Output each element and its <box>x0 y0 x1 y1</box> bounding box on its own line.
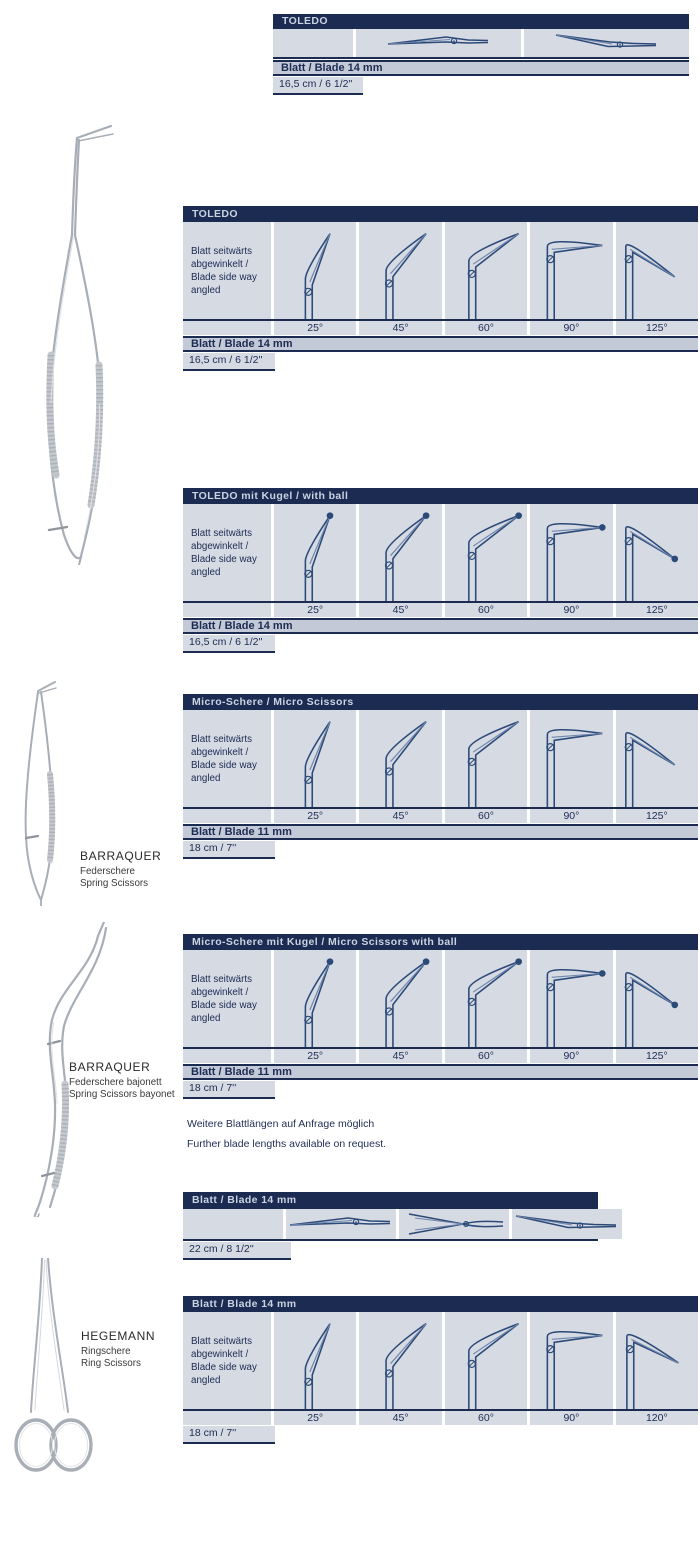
table-header: Micro-Schere / Micro Scissors <box>183 694 698 710</box>
side-label-line: Blatt seitwärts <box>191 733 252 745</box>
instrument-photo-spring-scissors-round-handle <box>15 113 135 565</box>
blade-size-bar: Blatt / Blade 11 mm <box>183 824 698 840</box>
angled-blade-drawing <box>359 950 441 1047</box>
angled-scissors-icon <box>552 30 662 56</box>
product-name: BARRAQUER <box>69 1060 151 1074</box>
angled-blade-drawing <box>274 504 356 601</box>
scissors-icon-cell <box>524 29 689 57</box>
blade-drawing-row <box>183 1312 698 1409</box>
closed-scissors-icon <box>384 30 494 56</box>
angled-blade-drawing <box>445 1312 527 1409</box>
side-label-cell <box>183 222 271 319</box>
blade-angle-cell <box>359 504 441 601</box>
side-label-line: angled <box>191 772 221 784</box>
table-header: Blatt / Blade 14 mm <box>183 1192 598 1209</box>
table-micro-ball <box>183 934 698 1099</box>
angle-label: 125° <box>616 809 698 823</box>
note-blade-lengths-en: Further blade lengths available on request. <box>187 1138 387 1150</box>
angled-blade-drawing <box>616 1312 698 1409</box>
side-label-line: Blatt seitwärts <box>191 973 252 985</box>
side-label-line: Blade side way <box>191 553 257 565</box>
scissors-icon-cell <box>286 1209 396 1239</box>
angled-blade-drawing <box>616 222 698 319</box>
angled-blade-drawing <box>274 950 356 1047</box>
table-blade14-straight <box>183 1192 598 1260</box>
angle-label: 60° <box>445 809 527 823</box>
angle-label: 125° <box>616 603 698 617</box>
spring-scissors-round-handle-image <box>15 113 135 565</box>
note-blade-lengths-de: Weitere Blattlängen auf Anfrage möglich <box>187 1118 375 1130</box>
angled-blade-drawing <box>274 710 356 807</box>
table-micro <box>183 694 698 859</box>
angle-label: 90° <box>530 1411 612 1425</box>
side-label-line: angled <box>191 284 221 296</box>
length-cell: 18 cm / 7'' <box>183 841 275 859</box>
blade-angle-cell <box>274 950 356 1047</box>
angle-label: 25° <box>274 809 356 823</box>
length-cell: 16,5 cm / 6 1/2'' <box>183 635 275 653</box>
angle-label: 120° <box>616 1411 698 1425</box>
open-scissors-icon <box>399 1211 509 1237</box>
blade-size-bar: Blatt / Blade 11 mm <box>183 1064 698 1080</box>
blade-angle-cell <box>530 710 612 807</box>
angle-label: 45° <box>359 1411 441 1425</box>
table-header: Micro-Schere mit Kugel / Micro Scissors with ball <box>183 934 698 950</box>
table-header: TOLEDO <box>183 206 698 222</box>
angled-blade-drawing <box>359 222 441 319</box>
product-label-barraquer <box>80 849 161 890</box>
blade-angle-cell <box>274 1312 356 1409</box>
angle-label: 25° <box>274 1049 356 1063</box>
angled-blade-drawing <box>359 710 441 807</box>
blade-drawing-row <box>183 504 698 601</box>
angle-label-spacer <box>183 809 271 823</box>
angled-blade-drawing <box>359 504 441 601</box>
side-label-line: Blatt seitwärts <box>191 245 252 257</box>
angle-label: 45° <box>359 1049 441 1063</box>
table-toledo-ball <box>183 488 698 653</box>
product-line-de: Federschere bajonett <box>69 1077 162 1088</box>
scissors-icon-cell <box>512 1209 622 1239</box>
blade-angle-cell <box>359 1312 441 1409</box>
length-cell: 16,5 cm / 6 1/2" <box>273 77 363 95</box>
angled-blade-drawing <box>274 1312 356 1409</box>
blade-angle-cell <box>445 504 527 601</box>
angle-label: 125° <box>616 1049 698 1063</box>
angled-blade-drawing <box>530 1312 612 1409</box>
side-label-line: Blatt seitwärts <box>191 527 252 539</box>
angled-blade-drawing <box>445 222 527 319</box>
table-blade14-angled <box>183 1296 698 1444</box>
angle-label-spacer <box>183 321 271 335</box>
blade-angle-cell <box>530 504 612 601</box>
angled-blade-drawing <box>530 504 612 601</box>
angle-label-row <box>183 601 698 617</box>
scissors-icon-cell <box>356 29 521 57</box>
side-label-line: Blade side way <box>191 759 257 771</box>
angle-label: 45° <box>359 809 441 823</box>
side-label-cell <box>183 504 271 601</box>
scissors-icon-row <box>183 1209 598 1241</box>
spring-scissors-flat-handle-image <box>8 678 80 906</box>
scissors-icon-cell <box>399 1209 509 1239</box>
blade-size-bar: Blatt / Blade 14 mm <box>183 618 698 634</box>
blade-angle-cell <box>359 710 441 807</box>
product-label-hegemann <box>81 1329 155 1370</box>
instrument-photo-spring-scissors-flat-handle <box>8 678 80 906</box>
angle-label: 60° <box>445 1049 527 1063</box>
blade-angle-cell <box>530 1312 612 1409</box>
length-cell: 18 cm / 7'' <box>183 1426 275 1444</box>
product-line-de: Ringschere <box>81 1346 131 1357</box>
side-label-line: abgewinkelt / <box>191 1348 249 1360</box>
blade-angle-cell <box>530 950 612 1047</box>
angle-label-spacer <box>183 1049 271 1063</box>
table-header: TOLEDO mit Kugel / with ball <box>183 488 698 504</box>
product-line-en: Ring Scissors <box>81 1358 141 1369</box>
blade-angle-cell <box>445 710 527 807</box>
angle-label: 60° <box>445 321 527 335</box>
blade-angle-cell <box>274 504 356 601</box>
side-label-line: angled <box>191 566 221 578</box>
ring-scissors-image <box>12 1258 97 1495</box>
angled-blade-drawing <box>530 710 612 807</box>
angled-blade-drawing <box>445 950 527 1047</box>
blade-size-bar: Blatt / Blade 14 mm <box>273 60 689 76</box>
side-label-line: Blade side way <box>191 271 257 283</box>
table-toledo-angled <box>183 206 698 371</box>
angled-blade-drawing <box>530 222 612 319</box>
product-name: BARRAQUER <box>80 849 162 863</box>
blade-size-bar: Blatt / Blade 14 mm <box>183 336 698 352</box>
product-line-en: Spring Scissors <box>80 878 149 889</box>
angled-blade-drawing <box>445 710 527 807</box>
angle-label-spacer <box>183 603 271 617</box>
blade-angle-cell <box>616 222 698 319</box>
angled-blade-drawing <box>274 222 356 319</box>
blade-angle-cell <box>616 504 698 601</box>
blade-angle-cell <box>616 1312 698 1409</box>
side-label-line: angled <box>191 1374 221 1386</box>
table-toledo-straight <box>273 14 689 95</box>
angle-label: 45° <box>359 321 441 335</box>
angle-label: 45° <box>359 603 441 617</box>
side-label-line: Blade side way <box>191 1361 257 1373</box>
angle-label: 90° <box>530 1049 612 1063</box>
angle-label-row <box>183 1409 698 1425</box>
angle-label-row <box>183 319 698 335</box>
product-line-en: Spring Scissors bayonet <box>69 1089 175 1100</box>
angle-label: 90° <box>530 321 612 335</box>
blade-angle-cell <box>616 710 698 807</box>
product-line-de: Federschere <box>80 866 135 877</box>
icon-row-spacer <box>273 29 353 57</box>
angle-label-spacer <box>183 1411 271 1425</box>
blade-angle-cell <box>616 950 698 1047</box>
side-label-line: abgewinkelt / <box>191 540 249 552</box>
angle-label: 60° <box>445 1411 527 1425</box>
angle-label: 125° <box>616 321 698 335</box>
angle-label-row <box>183 807 698 823</box>
blade-angle-cell <box>359 950 441 1047</box>
closed-scissors-icon <box>286 1211 396 1237</box>
angled-blade-drawing <box>530 950 612 1047</box>
side-label-cell <box>183 1312 271 1409</box>
blade-angle-cell <box>274 710 356 807</box>
side-label-line: Blatt seitwärts <box>191 1335 252 1347</box>
angled-blade-drawing <box>616 710 698 807</box>
blade-angle-cell <box>445 950 527 1047</box>
blade-drawing-row <box>183 950 698 1047</box>
product-label-barraquer-bayonet <box>69 1060 175 1101</box>
side-label-line: abgewinkelt / <box>191 986 249 998</box>
scissors-icon-row <box>273 29 689 59</box>
length-cell: 22 cm / 8 1/2'' <box>183 1242 291 1260</box>
blade-angle-cell <box>445 1312 527 1409</box>
angle-label-row <box>183 1047 698 1063</box>
side-label-cell <box>183 710 271 807</box>
blade-drawing-row <box>183 222 698 319</box>
angle-label: 25° <box>274 603 356 617</box>
product-name: HEGEMANN <box>81 1329 156 1343</box>
length-cell: 16,5 cm / 6 1/2'' <box>183 353 275 371</box>
table-header: Blatt / Blade 14 mm <box>183 1296 698 1312</box>
side-label-line: abgewinkelt / <box>191 746 249 758</box>
blade-angle-cell <box>359 222 441 319</box>
blade-angle-cell <box>445 222 527 319</box>
icon-row-spacer <box>183 1209 283 1239</box>
angled-scissors-icon <box>512 1211 622 1237</box>
side-label-cell <box>183 950 271 1047</box>
length-cell: 18 cm / 7'' <box>183 1081 275 1099</box>
angle-label: 90° <box>530 809 612 823</box>
angled-blade-drawing <box>616 504 698 601</box>
table-header: TOLEDO <box>273 14 689 29</box>
angle-label: 90° <box>530 603 612 617</box>
side-label-line: abgewinkelt / <box>191 258 249 270</box>
blade-angle-cell <box>530 222 612 319</box>
blade-angle-cell <box>274 222 356 319</box>
angled-blade-drawing <box>445 504 527 601</box>
angle-label: 25° <box>274 321 356 335</box>
angle-label: 60° <box>445 603 527 617</box>
side-label-line: angled <box>191 1012 221 1024</box>
angled-blade-drawing <box>616 950 698 1047</box>
blade-drawing-row <box>183 710 698 807</box>
instrument-photo-ring-scissors <box>12 1258 97 1495</box>
side-label-line: Blade side way <box>191 999 257 1011</box>
angled-blade-drawing <box>359 1312 441 1409</box>
angle-label: 25° <box>274 1411 356 1425</box>
